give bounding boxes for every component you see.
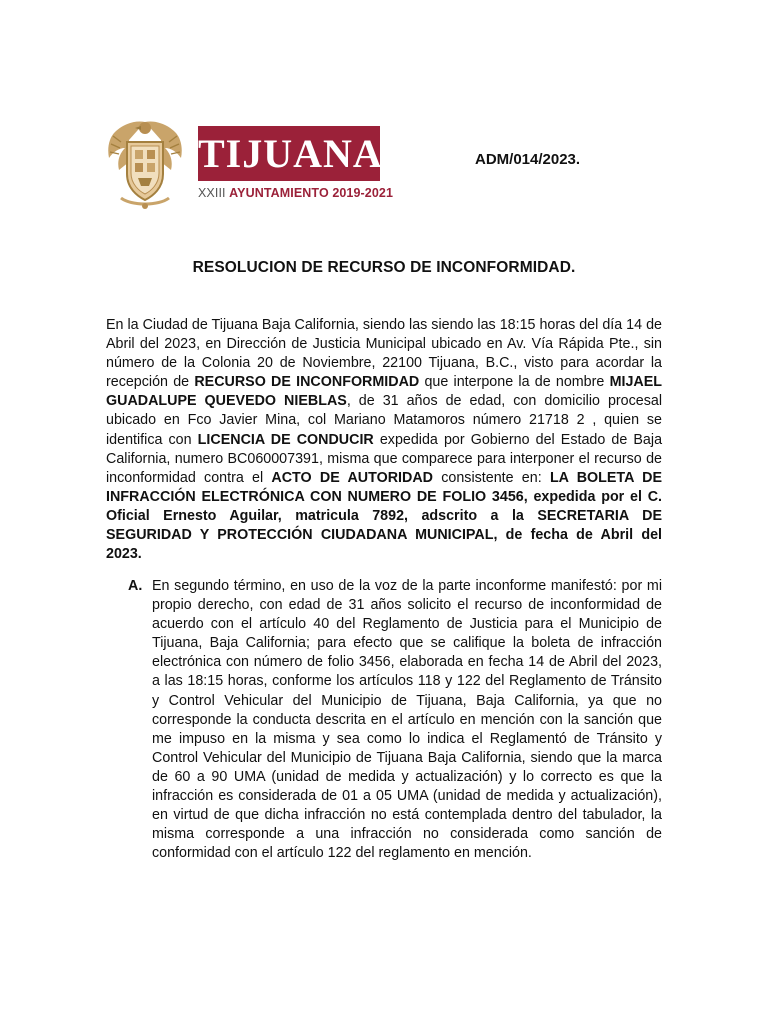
list-item: [128, 577, 662, 863]
municipality-logo: [198, 126, 394, 212]
logo-subtitle-bold: AYUNTAMIENTO 2019-2021: [229, 186, 394, 200]
bold-text-run: ACTO DE AUTORIDAD: [271, 469, 433, 486]
list-marker: A.: [128, 578, 143, 594]
list-item-text: En segundo término, en uso de la voz de la parte inconforme manifestó: por mi propio derecho, con edad de 31 años solicito el recurso de inconformidad de acuerdo con el artículo 40 del Reglamento de Justicia para el Municipio de Tijuana, Baja California; para efecto que se califique la boleta de infracción electrónica con número de folio 3456, elaborada en fecha 14 de Abril del 2023, a las 18:15 horas, conforme los artículos 118 y 122 del Reglamento de Tránsito y Control Vehicular del Municipio de Tijuana, Baja California, ya que no corresponde la conducta descrita en el artículo en mención con la sanción que me impuso en la misma y sea como lo indica el Reglamentó de Tránsito y Control Vehicular del Municipio de Tijuana Baja California, siendo que la marca de 60 a 90 UMA (unidad de medida y actualización) y lo correcto es que la infracción es considerada de 01 a 05 UMA (unidad de medida y actualización), en virtud de que dicha infracción no está contemplada dentro del tabulador, la misma corresponde a una infracción no considerada como sanción de conformidad con el artículo 122 del reglamento en mención.: [152, 578, 662, 862]
text-run: expedida por Gobierno del Estado de Baja California, numero BC060007391, misma que comparece para interponer el recurso de inconformidad contra el: [106, 431, 663, 486]
file-reference-number: ADM/014/2023.: [475, 151, 581, 168]
text-run: que interpone la de nombre: [419, 374, 610, 391]
text-run: , de 31 años de edad, con domicilio procesal ubicado en Fco Javier Mina, col Mariano Matamoros número 21718 2 , quien se identifica con: [106, 393, 662, 448]
bold-text-run: RECURSO DE INCONFORMIDAD: [194, 374, 420, 391]
intro-paragraph: [106, 316, 662, 564]
logo-subtitle: [198, 186, 394, 200]
text-run: En la Ciudad de Tijuana Baja California, siendo las siendo las 18:15 horas del día 14 de Abril del 2023, en Dirección de Justicia Municipal ubicado en Av. Vía Rápida Pte., sin número de la Colonia 20 de Noviembre, 22100 Tijuana, B.C., visto para acordar la recepción de: [106, 317, 662, 391]
logo-subtitle-prefix: XXIII: [198, 186, 230, 200]
bold-text-run: MIJAEL GUADALUPE QUEVEDO NIEBLAS: [106, 374, 662, 410]
coat-of-arms-icon: [105, 118, 185, 210]
bold-text-run: LICENCIA DE CONDUCIR: [197, 431, 374, 448]
bold-text-run: LA BOLETA DE INFRACCIÓN ELECTRÓNICA CON NUMERO DE FOLIO 3456, expedida por el C. Oficial Ernesto Aguilar, matricula 7892, adscrito a la SECRETARIA DE SEGURIDAD Y PROTECCIÓN CIUDADANA MUNICIPAL, de fecha de Abril del 2023.: [106, 469, 662, 563]
document-header: [105, 118, 665, 213]
logo-wordmark: TIJUANA: [198, 126, 380, 181]
text-run: consistente en:: [433, 469, 550, 486]
document-title: RESOLUCION DE RECURSO DE INCONFORMIDAD.: [192, 259, 576, 276]
